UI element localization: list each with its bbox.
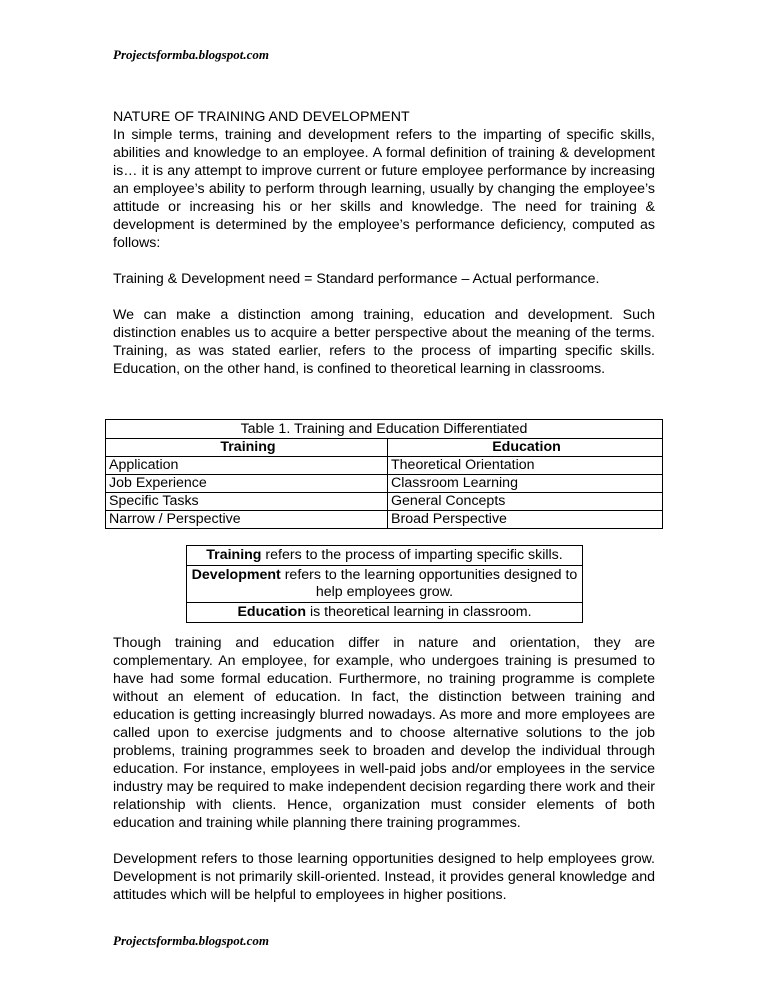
table-cell: Classroom Learning [388, 475, 663, 493]
table-header-education: Education [388, 439, 663, 457]
definition-development-text: refers to the learning opportunities designed to help employees grow. [280, 567, 578, 600]
table-cell: Theoretical Orientation [388, 457, 663, 475]
table-header-training: Training [106, 439, 388, 457]
table-row [106, 475, 663, 493]
formula-line: Training & Development need = Standard performance – Actual performance. [113, 271, 600, 287]
table-row [106, 457, 663, 475]
definitions-box [186, 545, 583, 623]
paragraph-definition: In simple terms, training and development refers to the imparting of specific skills, abilities and knowledge to an employee. A formal definition of training & development is… it is any attempt to improve current or future employee performance by increasing an employee’s ability to perform through learning, usually by changing the employee’s attitude or increasing his or her skills and knowledge. The need for training & development is determined by the employee’s performance deficiency, computed as follows: [113, 127, 655, 251]
term-training: Training [206, 547, 262, 563]
table-row [106, 511, 663, 529]
table-cell: Specific Tasks [106, 493, 388, 511]
definition-education-text: is theoretical learning in classroom. [306, 604, 532, 620]
definition-training-text: refers to the process of imparting specific skills. [261, 547, 563, 563]
term-development: Development [191, 567, 281, 583]
paragraph-distinction: We can make a distinction among training, education and development. Such distinction enables us to acquire a better perspective about the meaning of the terms. Training, as was stated earlier, refers to the process of imparting specific skills. Education, on the other hand, is confined to theoretical learning in classrooms. [113, 307, 655, 377]
document-body [113, 108, 655, 378]
training-education-table [105, 419, 663, 529]
section-heading: NATURE OF TRAINING AND DEVELOPMENT [113, 109, 410, 125]
page-header: Projectsformba.blogspot.com [113, 47, 269, 62]
paragraph-development: Development refers to those learning opportunities designed to help employees grow. Development is not primarily skill-oriented. Instead, it provides general knowledge and attitudes which will be helpful to employees in higher positions. [113, 851, 655, 903]
table-caption: Table 1. Training and Education Differentiated [106, 420, 663, 439]
table-cell: Broad Perspective [388, 511, 663, 529]
paragraph-complementary: Though training and education differ in nature and orientation, they are complementary. An employee, for example, who undergoes training is presumed to have had some formal education. Furthermore, no training programme is complete without an element of education. In fact, the distinction between training and education is getting increasingly blurred nowadays. As more and more employees are called upon to exercise judgments and to choose alternative solutions to the job problems, training programmes seek to broaden and develop the individual through education. For instance, employees in well-paid jobs and/or employees in the service industry may be required to make independent decision regarding there work and their relationship with clients. Hence, organization must consider elements of both education and training while planning there training programmes. [113, 635, 655, 831]
table-cell: Job Experience [106, 475, 388, 493]
document-body-lower [113, 634, 655, 904]
table-row [106, 493, 663, 511]
term-education: Education [237, 604, 307, 620]
definition-training [187, 546, 583, 566]
definition-education [187, 603, 583, 623]
table-cell: General Concepts [388, 493, 663, 511]
table-cell: Application [106, 457, 388, 475]
definition-development [187, 566, 583, 603]
page-footer: Projectsformba.blogspot.com [113, 933, 269, 948]
table-cell: Narrow / Perspective [106, 511, 388, 529]
